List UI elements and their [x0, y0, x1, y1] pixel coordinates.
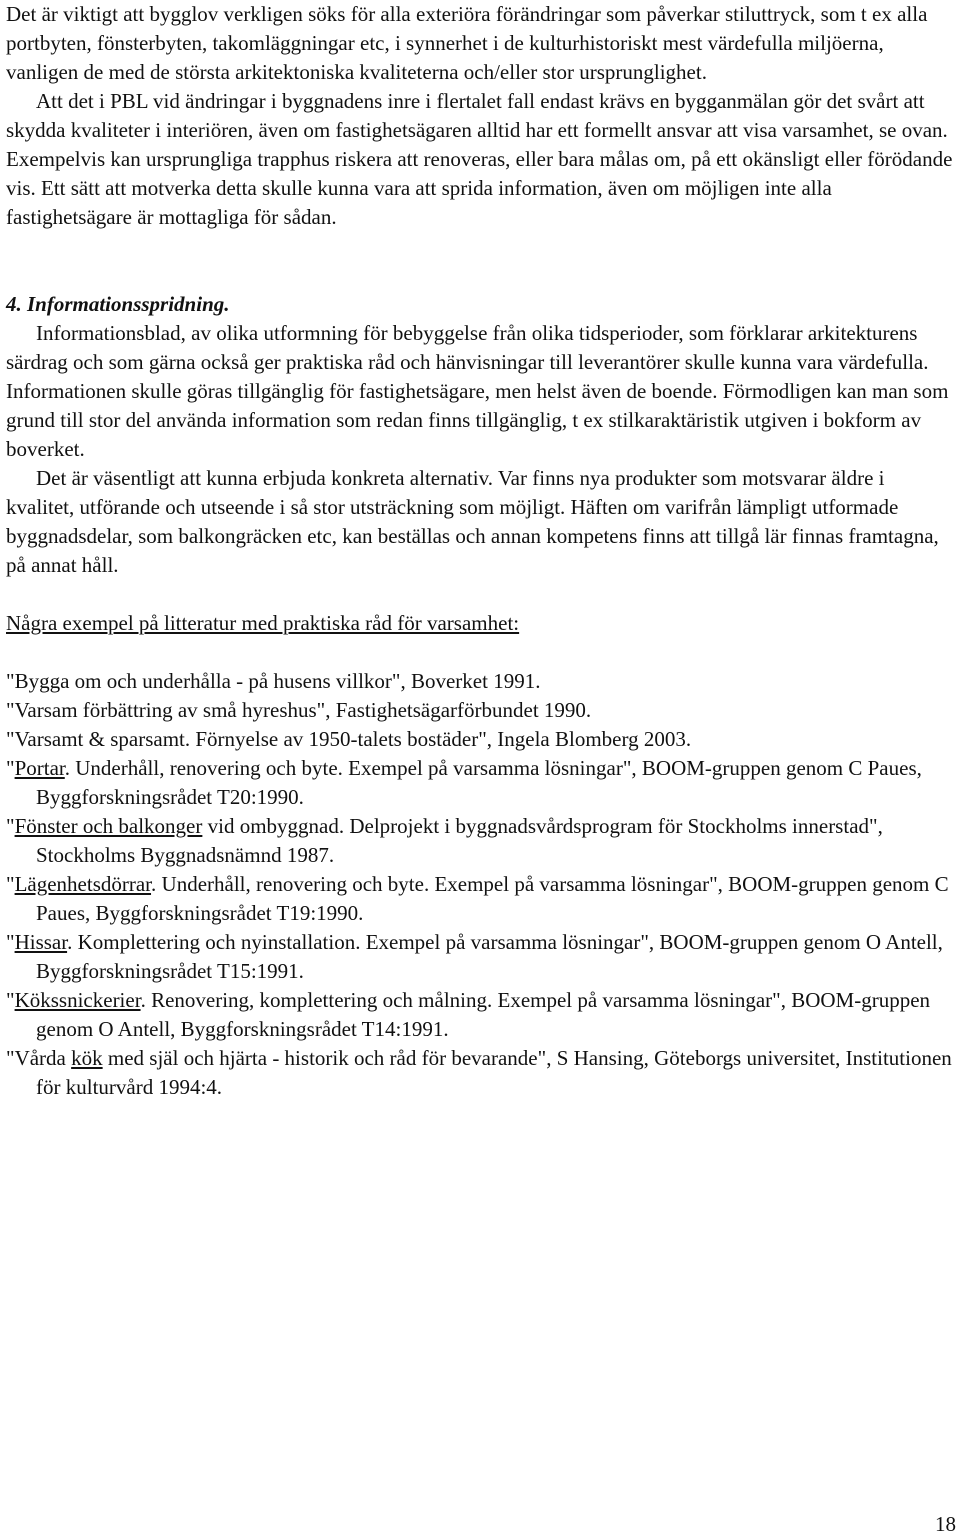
reference-link-lagenhetsdorrar[interactable]: Lägenhetsdörrar [14, 872, 152, 896]
reference-item: "Fönster och balkonger vid ombyggnad. Delprojekt i byggnadsvårdsprogram för Stockholms innerstad", Stockholms Byggnadsnämnd 1987. [6, 814, 883, 867]
reference-link-portar[interactable]: Portar [14, 756, 65, 780]
reference-link-kok[interactable]: kök [71, 1046, 103, 1070]
paragraph-interior-protection: Att det i PBL vid ändringar i byggnadens inre i flertalet fall endast krävs en bygganmälan gör det svårt att skydda kvaliteter i interiören, även om fastighetsägaren alltid har ett formellt ansvar att visa varsamhet, se ovan. Exempelvis kan ursprungliga trapphus riskera att renoveras, eller bara målas om, på ett okänsligt eller förödande vis. Ett sätt att motverka detta skulle kunna vara att sprida information, även om möjligen inte alla fastighetsägare är mottagliga för sådan. [6, 89, 953, 229]
spacer [6, 580, 956, 609]
page-number: 18 [935, 1512, 956, 1536]
reference-item: "Hissar. Komplettering och nyinstallation. Exempel på varsamma lösningar", BOOM-gruppen genom O Antell, Byggforskningsrådet T15:1991. [6, 930, 943, 983]
reference-item: "Varsam förbättring av små hyreshus", Fastighetsägarförbundet 1990. [6, 698, 592, 722]
paragraph-concrete-alternatives: Det är väsentligt att kunna erbjuda konkreta alternativ. Var finns nya produkter som motsvarar äldre i kvalitet, utförande och utseende i så stor utsträckning som möjligt. Häften om varifrån lämpligt utformade byggnadsdelar, som balkongräcken etc, kan beställas och annan kompetens finns att tillgå lär finnas framtagna, på annat håll. [6, 466, 939, 577]
reference-item: "Bygga om och underhålla - på husens villkor", Boverket 1991. [6, 669, 541, 693]
references-heading: Några exempel på litteratur med praktiska råd för varsamhet: [6, 611, 520, 635]
reference-item: "Varsamt & sparsamt. Förnyelse av 1950-talets bostäder", Ingela Blomberg 2003. [6, 727, 692, 751]
reference-link-fonster[interactable]: Fönster och balkonger [14, 814, 203, 838]
reference-item: "Vårda kök med själ och hjärta - historik och råd för bevarande", S Hansing, Göteborgs universitet, Institutionen för kulturvård 1994:4. [6, 1046, 952, 1099]
spacer [6, 638, 956, 667]
paragraph-information-sheets: Informationsblad, av olika utformning för bebyggelse från olika tidsperioder, som förklarar arkitekturens särdrag och som gärna också ger praktiska råd och hänvisningar till leverantörer skulle kunna vara värdefulla. Informationen skulle göras tillgänglig för fastighetsägare, men helst även de boende. Förmodligen kan man som grund till stor del använda information som redan finns tillgänglig, t ex stilkaraktäristik utgiven i bokform av boverket. [6, 321, 949, 461]
reference-list [6, 667, 956, 1102]
paragraph-building-permit: Det är viktigt att bygglov verkligen söks för alla exteriöra förändringar som påverkar stiluttryck, som t ex alla portbyten, fönsterbyten, takomläggningar etc, i synnerhet i de kulturhistoriskt mest värdefulla miljöerna, vanligen de med de största arkitektoniska kvaliteterna och/eller stor ursprunglighet. [6, 2, 928, 84]
reference-item: "Lägenhetsdörrar. Underhåll, renovering och byte. Exempel på varsamma lösningar", BOOM-gruppen genom C Paues, Byggforskningsrådet T19:1990. [6, 872, 949, 925]
reference-link-kokssnickerier[interactable]: Kökssnickerier [14, 988, 141, 1012]
document-page [6, 0, 956, 1102]
reference-item: "Kökssnickerier. Renovering, komplettering och målning. Exempel på varsamma lösningar", BOOM-gruppen genom O Antell, Byggforskningsrådet T14:1991. [6, 988, 931, 1041]
section-heading: 4. Informationsspridning. [6, 292, 230, 316]
reference-item: "Portar. Underhåll, renovering och byte. Exempel på varsamma lösningar", BOOM-gruppen genom C Paues, Byggforskningsrådet T20:1990. [6, 756, 922, 809]
reference-link-hissar[interactable]: Hissar [14, 930, 68, 954]
spacer [6, 232, 956, 290]
